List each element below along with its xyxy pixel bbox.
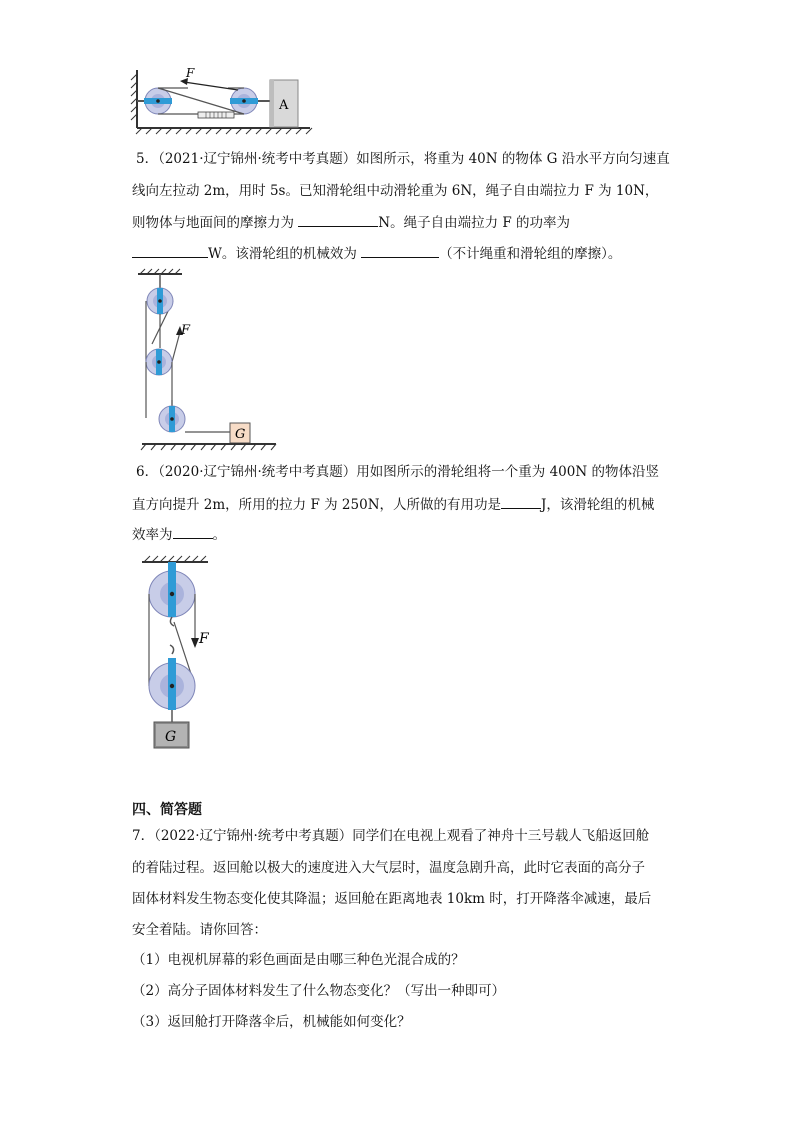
q6-line-2 (132, 494, 654, 515)
q5-line-3-text-b: N。绳子自由端拉力 F 的功率为 (378, 215, 571, 231)
q5-object-label: G (235, 427, 246, 442)
q5-force-label: F (181, 323, 191, 338)
q7-line-1: 7．（2022·辽宁锦州·统考中考真题）同学们在电视上观看了神舟十三号载人飞船返回舱 (132, 828, 650, 844)
q5-line-4-text-a: W。该滑轮组的机械效为 (208, 246, 362, 262)
q6-efficiency-blank[interactable] (173, 524, 213, 539)
q6-object-label: G (165, 729, 177, 745)
q5-power-blank[interactable] (132, 243, 208, 258)
q6-line-2-text-b: J，该滑轮组的机械 (541, 497, 655, 513)
section-heading: 四、简答题 (132, 802, 202, 818)
q4-block-label: A (279, 98, 289, 113)
q6-force-label: F (199, 631, 209, 647)
q5-line-1: 5．（2021·辽宁锦州·统考中考真题）如图所示，将重为 40N 的物体 G 沿水平方向匀速直 (136, 151, 670, 167)
q7-sub-question-2: （2）高分子固体材料发生了什么物态变化？（写出一种即可） (132, 983, 506, 999)
q5-friction-blank[interactable] (298, 212, 378, 227)
q6-useful-work-blank[interactable] (501, 494, 541, 509)
q6-pulley-figure (138, 554, 228, 752)
q4-force-label: F (186, 68, 195, 80)
q6-line-3-text-a: 效率为 (132, 527, 173, 543)
q7-sub-question-3: （3）返回舱打开降落伞后，机械能如何变化？ (132, 1014, 411, 1030)
q6-line-3 (132, 524, 226, 545)
q5-line-3-text-a: 则物体与地面间的摩擦力为 (132, 215, 299, 231)
q5-line-4-text-b: （不计绳重和滑轮组的摩擦）。 (439, 246, 622, 262)
q7-line-3: 固体材料发生物态变化使其降温；返回舱在距离地表 10km 时，打开降落伞减速，最后 (132, 891, 652, 907)
q6-line-2-text-a: 直方向提升 2m，所用的拉力 F 为 250N，人所做的有用功是 (132, 497, 502, 513)
q6-line-3-text-b: 。 (212, 527, 226, 543)
q7-sub-question-1: （1）电视机屏幕的彩色画面是由哪三种色光混合成的？ (132, 952, 465, 968)
q5-line-4 (132, 243, 621, 264)
q5-line-2: 线向左拉动 2m，用时 5s。已知滑轮组中动滑轮重为 6N，绳子自由端拉力 F 为 10N， (132, 183, 659, 199)
q7-line-2: 的着陆过程。返回舱以极大的速度进入大气层时，温度急剧升高，此时它表面的高分子 (132, 860, 645, 876)
q4-pulley-figure (128, 68, 318, 136)
q5-efficiency-blank[interactable] (361, 243, 439, 258)
q5-line-3 (132, 212, 570, 233)
q7-line-4: 安全着陆。请你回答： (132, 922, 267, 938)
q6-line-1: 6．（2020·辽宁锦州·统考中考真题）用如图所示的滑轮组将一个重为 400N 的物体沿竖 (136, 464, 659, 480)
q5-pulley-figure (136, 268, 282, 454)
